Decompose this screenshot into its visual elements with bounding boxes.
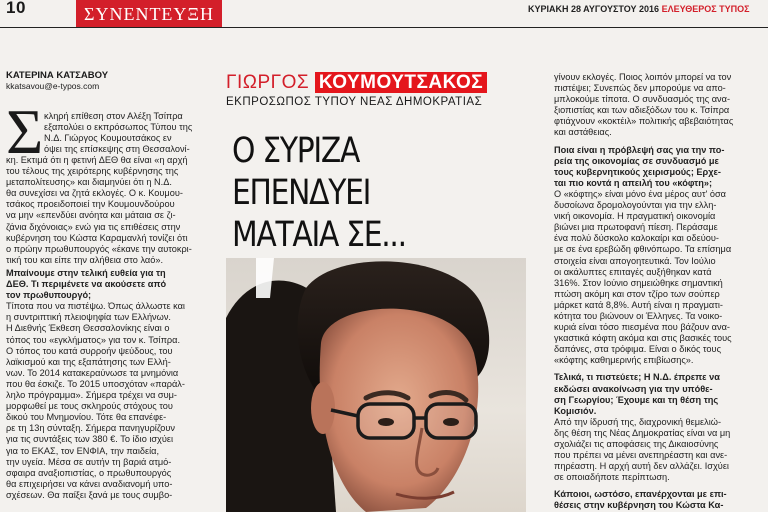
intro-line: όψει της επίσκεψης στη Θεσσαλονί- [44,144,190,155]
issue-date: ΚΥΡΙΑΚΗ 28 ΑΥΓΟΥΣΤΟΥ 2016 [528,4,660,14]
intro-line: ο πρώην πρωθυπουργός «έκανε την αυτοκρι- [6,243,192,254]
intro-line: τική του και είπε την αλήθεια στο λαό». [6,254,164,265]
interviewee-last-name: ΚΟΥΜΟΥΤΣΑΚΟΣ [315,72,487,93]
answer-3: Από την ίδρυσή της, διαχρονική θεμελιώ- δης θέση της Νέας Δημοκρατίας είναι να μη σχολιάζει τις αποφάσεις της Δικαιοσύνης που πρέπει να μένει ανεπηρέαστη και ανε- πηρέαστη. Η αρχή αυτή δεν αλλάζει. Ισχύει σε οποιαδήποτε περίπτωση. [554,416,731,483]
question-4: Κάποιοι, ωστόσο, επανέρχονται με επι- θέσεις στην κυβέρνηση του Κώστα Κα- [554,489,727,511]
answer-2: Ο «κόφτης» είναι μόνο ένα μέρος αυτ' όσα δυσοίωνα δρομολογούνται για την ελλη- νική οικονομία. Η πραγματική οικονομία βιώνει μια πρωτοφανή πίεση. Περάσαμε ένα πολύ δύσκολο καλοκαίρι και οδεύου- με σε ένα ερεβώδη φθινόπωρο. Τα επίσημα στοιχεία είναι απογοητευτικά. Τον Ιούλιο οι ακάλυπτες επιταγές αυξήθηκαν κατά 316%. Στον Ιούνιο σημειώθηκε σημαντική πτώση ακόμη και στον τζίρο των σούπερ μάρκετ κατά 8,8%. Αυτή είναι η πραγματι- κότητα του βιώνουν οι Έλληνες. Τα νοικο- κυριά είναι τόσο πιεσμένα που βάζουν ανα- γκαστικά κόφτη ακόμα και στις βασικές τους δαπάνες, στα τρόφιμα. Είναι ο δικός τους «κόφτης καθημερινής επιβίωσης». [554,188,732,366]
intro-line: κυβέρνηση του Κώστα Καραμανλή τονίζει ότι [6,232,188,243]
headline-line: Ο ΣΥΡΙΖΑ ΕΠΕΝΔΥΕΙ [232,131,371,213]
intro-line: μεταπολίτευσης» και διαμηνύει ότι η Ν.Δ. [6,177,172,188]
intro-paragraph [6,155,214,266]
intro-dropcap-lines [44,111,214,155]
intro-line: τσάκος προειδοποιεί την Κουμουνδούρου [6,199,175,210]
headline-line: ΜΑΤΑΙΑ ΣΕ... [232,215,406,255]
intro-line: εξαπολύει ο εκπρόσωπος Τύπου της [44,122,193,133]
author-name: ΚΑΤΕΡΙΝΑ ΚΑΤΣΑΒΟΥ [6,70,109,81]
portrait-photo [226,258,526,512]
question-2: Ποια είναι η πρόβλεψή σας για την πο- ρεία της οικονομίας σε συνδυασμό με τους κυβερνητικούς χειρισμούς; Ερχε- ται πιο κοντά η απειλή του «κόφτη»; [554,144,725,188]
intro-line: Ν.Δ. Γιώργος Κουμουτσάκος εν [44,133,172,144]
qa-block-1 [6,268,214,501]
paper-name: ΕΛΕΥΘΕΡΟΣ ΤΥΠΟΣ [661,4,750,14]
portrait-illustration [226,258,526,512]
intro-line: κη. Εκτιμά ότι η φετινή ΔΕΘ θα είναι «η αρχή [6,155,188,165]
question-3: Τελικά, τι πιστεύετε; Η Ν.Δ. έπρεπε να εκδώσει ανακοίνωση για την υπόθε- ση Γεωργίου; Έχουμε και τη θέση της Κομισιόν. [554,372,720,416]
question-1: Μπαίνουμε στην τελική ευθεία για τη ΔΕΘ. Τι περιμένετε να ακούσετε από τον πρωθυπουργό; [6,268,167,301]
intro-line: του τέλους της χειρότερης κυβέρνησης της [6,166,179,177]
right-column [554,72,762,512]
section-label: ΣΥΝΕΝΤΕΥΞΗ [76,0,222,28]
intro-line: θα συνεχίσει να ζητά εκλογές. Ο κ. Κουμου- [6,188,183,199]
page-number: 10 [6,0,26,17]
interviewee-name [226,72,487,94]
intro-line: να μην «επενδύει ανόητα και μάταια σε ζι- [6,210,176,221]
drop-cap: Σ [6,96,44,167]
header-rule [0,27,768,28]
interviewee-first-name: ΓΙΩΡΓΟΣ [226,72,310,93]
interviewee-role: ΕΚΠΡΟΣΩΠΟΣ ΤΥΠΟΥ ΝΕΑΣ ΔΗΜΟΚΡΑΤΙΑΣ [226,96,483,108]
intro-line: ζάνια διχόνοιας» ενώ για τις επιθέσεις στην [6,221,181,232]
answer-continued: γίνουν εκλογές. Ποιος λοιπόν μπορεί να τον πιστέψει; Συνεπώς δεν μπορούμε να απο- μπλοκούμε τίποτα. Ο συνδυασμός της ανα- ξιοπιστίας και των αδιεξόδων του κ. Τσίπρα φτιάχνουν «κοκτέιλ» πολιτικής αβεβαιότητας και αστάθειας. [554,72,734,138]
intro-line: κληρή επίθεση στον Αλέξη Τσίπρα [44,111,183,121]
author-email: kkatsavou@e-typos.com [6,81,100,91]
answer-1: Τίποτα που να πιστέψω. Όπως άλλωστε και η συντριπτική πλειοψηφία των Ελλήνων. Η Διεθνής Έκθεση Θεσσαλονίκης είναι ο τόπος του «εγκλήματος» για τον κ. Τσίπρα. Ο τόπος του κατά συρροήν ψεύδους, του λαϊκισμού και της εξαπάτησης των Ελλή- νων. Το 2014 κατακεραύνωσε τα μνημόνια που θα έσκιζε. Το 2015 υποσχόταν «παράλ- ληλο πρόγραμμα». Σήμερα τρέχει να συμ- μορφωθεί με τους σκληρούς στόχους του δικού του Μνημονίου. Τότε θα επανέφε- ρε τη 13η σύνταξη. Σήμερα πανηγυρίζουν για τις συντάξεις των 380 €. Το ίδιο ισχύει για το ΕΚΑΣ, τον ΕΝΦΙΑ, την παιδεία, την υγεία. Μέσα σε αυτήν τη βαριά ατμό- σφαιρα αναξιοπιστίας, ο πρωθυπουργός θα επιχειρήσει να κάνει αναδιανομή υπο- σχέσεων. Θα παίξει ξανά με τους συμβο- [6,301,185,500]
header-dateline [528,4,750,14]
